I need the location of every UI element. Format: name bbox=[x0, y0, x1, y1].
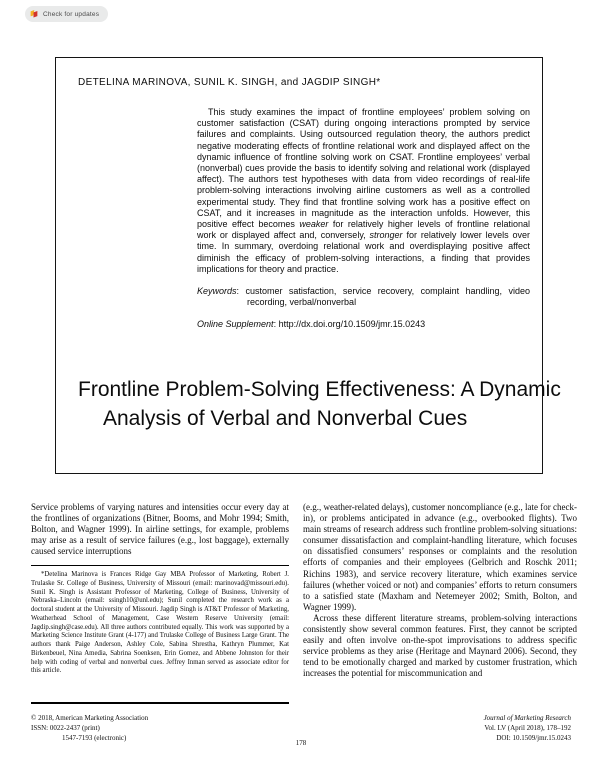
online-supplement-label: Online Supplement bbox=[197, 319, 274, 330]
keywords-label: Keywords bbox=[197, 286, 237, 297]
online-supplement-line bbox=[197, 319, 530, 330]
abstract-emphasis-weaker: weaker bbox=[299, 219, 329, 230]
footer-journal-block bbox=[484, 714, 571, 743]
body-paragraph-opening: Service problems of varying natures and intensities occur every day at the frontlines of organizations (Bitner, Booms, and Mohr 1994; Smith, Bolton, and Wagner 1999). In airline settings, for example, problems may arise as a result of service failures (e.g., lost baggage), externally caused service interruptions bbox=[31, 502, 289, 557]
issn-electronic-line: 1547-7193 (electronic) bbox=[62, 733, 127, 742]
crossref-icon bbox=[29, 9, 39, 19]
abstract-emphasis-stronger: stronger bbox=[369, 230, 403, 241]
keywords-line bbox=[197, 286, 530, 308]
badge-label: Check for updates bbox=[43, 10, 100, 18]
issn-print-line: ISSN: 0022-2437 (print) bbox=[31, 723, 100, 732]
check-for-updates-badge[interactable] bbox=[25, 6, 108, 22]
copyright-line: © 2018, American Marketing Association bbox=[31, 714, 149, 722]
journal-name: Journal of Marketing Research bbox=[483, 714, 571, 722]
author-footnote: *Detelina Marinova is Frances Ridge Gay MBA Professor of Marketing, Robert J. Trulaske Sr. College of Business, University of Missouri (email: marinovad@missouri.edu). Sunil K. Singh is Assistant Professor of Marketing, College of Business, University of Nebraska–Lincoln (email: ssingh10@unl.edu); Sunil completed the research work as a doctoral student at the University of Missouri. Jagdip Singh is AT&T Professor of Marketing, Weatherhead School of Management, Case Western Reserve University (email: Jagdip.singh@case.edu). All three authors contributed equally. This work was supported by a Marketing Science Institute Grant (4-177) and Trulaske College of Business Large Grant. The authors thank Paige Anderson, Ashley Cole, Sabina Shrestha, Kathryn Plummer, Kat Birkenbeuel, Nina Amedia, Sabrina Soenksen, Erin Gomez, and Abbene Johnston for their help with coding of verbal and nonverbal cues. Jeffrey Inman served as associate editor for this article. bbox=[31, 571, 289, 675]
column-bottom-rule bbox=[31, 702, 289, 704]
abstract-part-2: for relatively higher levels of frontline relational work or displayed affect and, conversely, bbox=[197, 219, 530, 241]
body-paragraph-second: Across these different literature streams, problem-solving interactions consistently show several common features. First, they cannot be scripted easily and often involve on-the-spot improvisations to address specific service problems as they arise (Heritage and Maynard 2006). Second, they tend to be emotionally charged and marked by customer frustration, which increases the potential for miscommunication and bbox=[303, 612, 577, 679]
abstract-text bbox=[197, 107, 530, 275]
header-box bbox=[55, 57, 561, 474]
online-supplement-url[interactable]: http://dx.doi.org/10.1509/jmr.15.0243 bbox=[278, 319, 426, 330]
page-number: 178 bbox=[295, 739, 307, 747]
abstract-part-1: This study examines the impact of frontline employees’ problem solving on customer satisfaction (CSAT) during ongoing interactions prompted by service failures and complaints. Using outsourced regulation theory, the authors predict negative moderating effects of frontline relational work and displayed affect on the dynamic influence of frontline solving work on CSAT. Frontline employees’ verbal (nonverbal) cues provide the basis to identify solving and relational work (displayed affect). The authors test hypotheses with data from video recordings of real-life problem-solving interactions involving airline customers as well as a controlled experimental study. They find that frontline solving work has a positive effect on CSAT, and it increases in magnitude as the interaction unfolds. However, this positive effect becomes bbox=[197, 107, 530, 230]
article-title: Frontline Problem-Solving Effectiveness: A Dynamic Analysis of Verbal and Nonverbal Cues bbox=[78, 378, 561, 430]
body-column-left bbox=[31, 502, 289, 557]
doi-line: DOI: 10.1509/jmr.15.0243 bbox=[496, 733, 571, 742]
abstract-part-3: for relatively lower levels over time. In summary, overdoing relational work and overdisplaying positive affect diminish the efficacy of problem-solving interactions, a finding that provides implications for theory and practice. bbox=[197, 230, 531, 274]
volume-line: Vol. LV (April 2018), 178–192 bbox=[484, 723, 571, 732]
online-supplement-separator: : bbox=[273, 319, 279, 330]
body-paragraph-continuation: (e.g., weather-related delays), customer noncompliance (e.g., late for check-in), or problems anticipated in advance (e.g., overbooked flights). Two main streams of research address such frontline problem-solving situations: consumer dissatisfaction and complaint-handling literature, which focuses on dissatisfied consumers’ responses or complaints and the resolution efforts of companies and their employees (Gelbrich and Roschk 2011; Richins 1983), and service recovery literature, which examines service failures (whether voiced or not) and companies’ efforts to return consumers to a satisfied state (Maxham and Netemeyer 2002; Smith, Bolton, and Wagner 1999). bbox=[303, 502, 577, 612]
footnote-rule bbox=[31, 565, 289, 566]
body-column-right bbox=[303, 502, 577, 680]
author-line: DETELINA MARINOVA, SUNIL K. SINGH, and JAGDIP SINGH* bbox=[78, 77, 381, 88]
keywords-list: : customer satisfaction, service recovery, complaint handling, video recording, verbal/nonverbal bbox=[236, 286, 530, 308]
abstract-block bbox=[197, 107, 530, 331]
